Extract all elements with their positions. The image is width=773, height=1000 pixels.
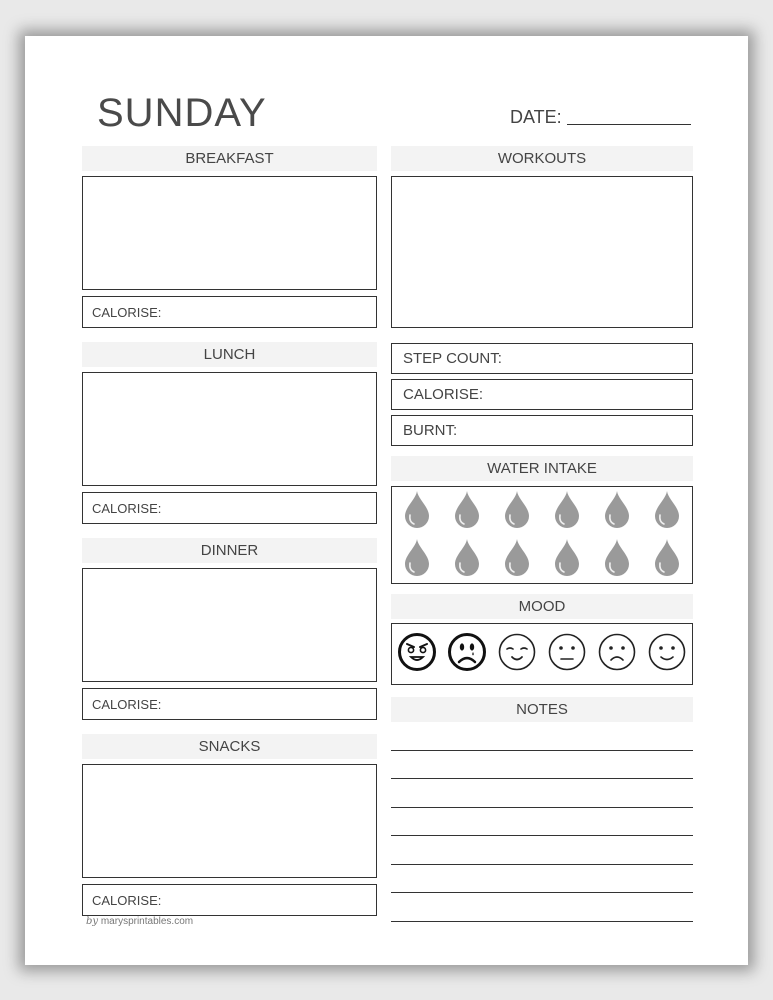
water-drop-icon[interactable] [403, 489, 431, 534]
mood-row [391, 623, 693, 685]
date-input-line[interactable] [567, 124, 691, 125]
angry-face-icon[interactable] [397, 632, 437, 677]
snacks-header: SNACKS [82, 734, 377, 759]
workouts-box[interactable] [391, 176, 693, 328]
page-title: SUNDAY [97, 91, 267, 135]
water-drop-icon[interactable] [553, 489, 581, 534]
smiling-face-icon[interactable] [497, 632, 537, 677]
water-drop-icon[interactable] [503, 537, 531, 582]
lunch-header: LUNCH [82, 342, 377, 367]
note-line[interactable] [391, 722, 693, 751]
breakfast-box[interactable] [82, 176, 377, 290]
water-drop-icon[interactable] [453, 537, 481, 582]
note-line[interactable] [391, 751, 693, 780]
mood-header: MOOD [391, 594, 693, 619]
burnt-field[interactable]: BURNT: [391, 415, 693, 446]
date-label: DATE: [510, 107, 562, 127]
happy-face-icon[interactable] [647, 632, 687, 677]
calorie-label: CALORISE: [92, 892, 162, 908]
water-drop-icon[interactable] [453, 489, 481, 534]
water-drop-icon[interactable] [403, 537, 431, 582]
breakfast-calorie-field[interactable] [82, 296, 377, 328]
lunch-box[interactable] [82, 372, 377, 486]
note-line[interactable] [391, 779, 693, 808]
step-count-field[interactable]: STEP COUNT: [391, 343, 693, 374]
calorie-label: CALORISE: [92, 500, 162, 516]
water-drop-icon[interactable] [653, 537, 681, 582]
neutral-face-icon[interactable] [547, 632, 587, 677]
calorie-label: CALORISE: [92, 304, 162, 320]
water-drops-grid [391, 486, 693, 584]
workouts-header: WORKOUTS [391, 146, 693, 171]
snacks-calorie-field[interactable] [82, 884, 377, 916]
notes-lines[interactable] [391, 722, 693, 922]
breakfast-header: BREAKFAST [82, 146, 377, 171]
water-drop-icon[interactable] [653, 489, 681, 534]
water-drop-icon[interactable] [603, 489, 631, 534]
water-intake-header: WATER INTAKE [391, 456, 693, 481]
water-drop-icon[interactable] [603, 537, 631, 582]
sad-face-icon[interactable] [597, 632, 637, 677]
water-drop-icon[interactable] [503, 489, 531, 534]
water-drop-icon[interactable] [553, 537, 581, 582]
dinner-calorie-field[interactable] [82, 688, 377, 720]
notes-header: NOTES [391, 697, 693, 722]
calories-field[interactable]: CALORISE: [391, 379, 693, 410]
note-line[interactable] [391, 836, 693, 865]
note-line[interactable] [391, 808, 693, 837]
dinner-header: DINNER [82, 538, 377, 563]
calorie-label: CALORISE: [92, 696, 162, 712]
note-line[interactable] [391, 865, 693, 894]
crying-face-icon[interactable] [447, 632, 487, 677]
planner-page [25, 36, 748, 965]
lunch-calorie-field[interactable] [82, 492, 377, 524]
snacks-box[interactable] [82, 764, 377, 878]
note-line[interactable] [391, 893, 693, 922]
credit-text: by marysprintables.com [86, 916, 194, 927]
dinner-box[interactable] [82, 568, 377, 682]
